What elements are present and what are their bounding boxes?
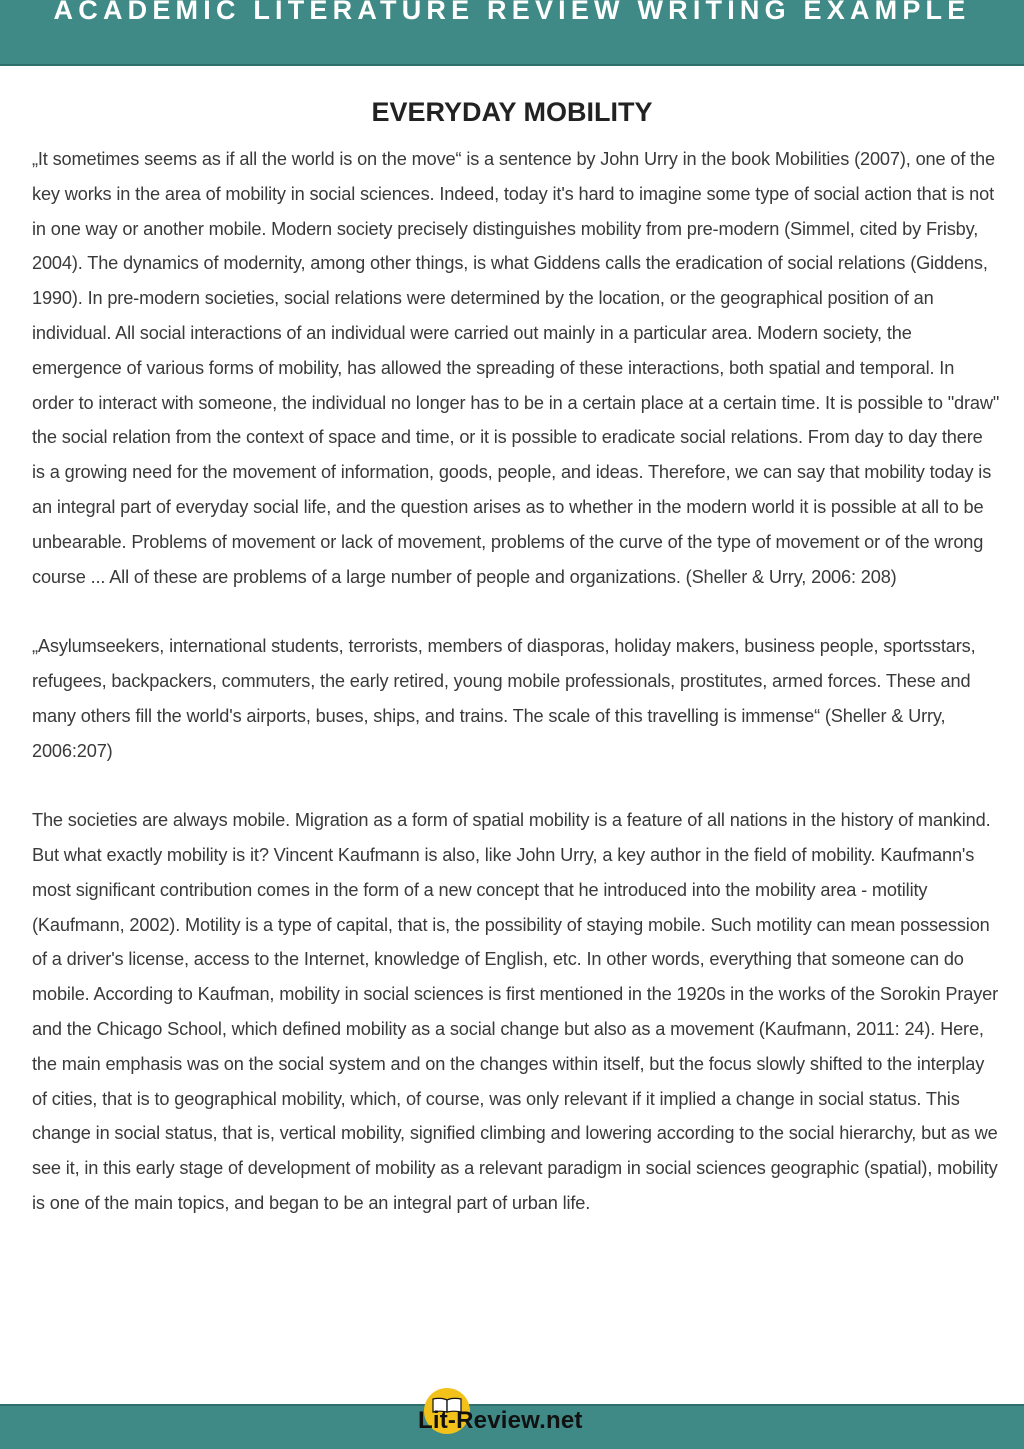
header-banner: ACADEMIC LITERATURE REVIEW WRITING EXAMPLE (0, 0, 1024, 66)
logo-text: Lit-Review.net (418, 1407, 583, 1434)
paragraph-2: „Asylumseekers, international students, terrorists, members of diasporas, holiday makers, business people, sportsstars, refugees, backpackers, commuters, the early retired, young mobile professionals, prostitutes, armed forces. These and many others fill the world's airports, buses, ships, and trains. The scale of this travelling is immense“ (Sheller & Urry, 2006:207) (32, 636, 976, 761)
document-title: EVERYDAY MOBILITY (371, 97, 653, 127)
document-body (32, 142, 1000, 1221)
paragraph-1: „It sometimes seems as if all the world is on the move“ is a sentence by John Urry in the book Mobilities (2007), one of the key works in the area of mobility in social sciences. Indeed, today it's hard to imagine some type of social action that is not in one way or another mobile. Modern society precisely distinguishes mobility from pre-modern (Simmel, cited by Frisby, 2004). The dynamics of modernity, among other things, is what Giddens calls the eradication of social relations (Giddens, 1990). In pre-modern societies, social relations were determined by the location, or the geographical position of an individual. All social interactions of an individual were carried out mainly in a particular area. Modern society, the emergence of various forms of mobility, has allowed the spreading of these interactions, both spatial and temporal. In order to interact with someone, the individual no longer has to be in a certain place at a certain time. It is possible to "draw" the social relation from the context of space and time, or it is possible to eradicate social relations. From day to day there is a growing need for the movement of information, goods, people, and ideas. Therefore, we can say that mobility today is an integral part of everyday social life, and the question arises as to whether in the modern world it is possible at all to be unbearable. Problems of movement or lack of movement, problems of the curve of the type of movement or of the wrong course ... All of these are problems of a large number of people and organizations. (Sheller & Urry, 2006: 208) (32, 149, 1000, 587)
paragraph-3: The societies are always mobile. Migration as a form of spatial mobility is a feature of all nations in the history of mankind. But what exactly mobility is it? Vincent Kaufmann is also, like John Urry, a key author in the field of mobility. Kaufmann's most significant contribution comes in the form of a new concept that he introduced into the mobility area - motility (Kaufmann, 2002). Motility is a type of capital, that is, the possibility of staying mobile. Such motility can mean possession of a driver's license, access to the Internet, knowledge of English, etc. In other words, everything that someone can do mobile. According to Kaufman, mobility in social sciences is first mentioned in the 1920s in the works of the Sorokin Prayer and the Chicago School, which defined mobility as a social change but also as a movement (Kaufmann, 2011: 24). Here, the main emphasis was on the social system and on the changes within itself, but the focus slowly shifted to the interplay of cities, that is to geographical mobility, which, of course, was only relevant if it implied a change in social status. This change in social status, that is, vertical mobility, signified climbing and lowering according to the social hierarchy, but as we see it, in this early stage of development of mobility as a relevant paradigm in social sciences geographic (spatial), mobility is one of the main topics, and began to be an integral part of urban life. (32, 810, 999, 1213)
site-logo[interactable] (418, 1388, 583, 1438)
